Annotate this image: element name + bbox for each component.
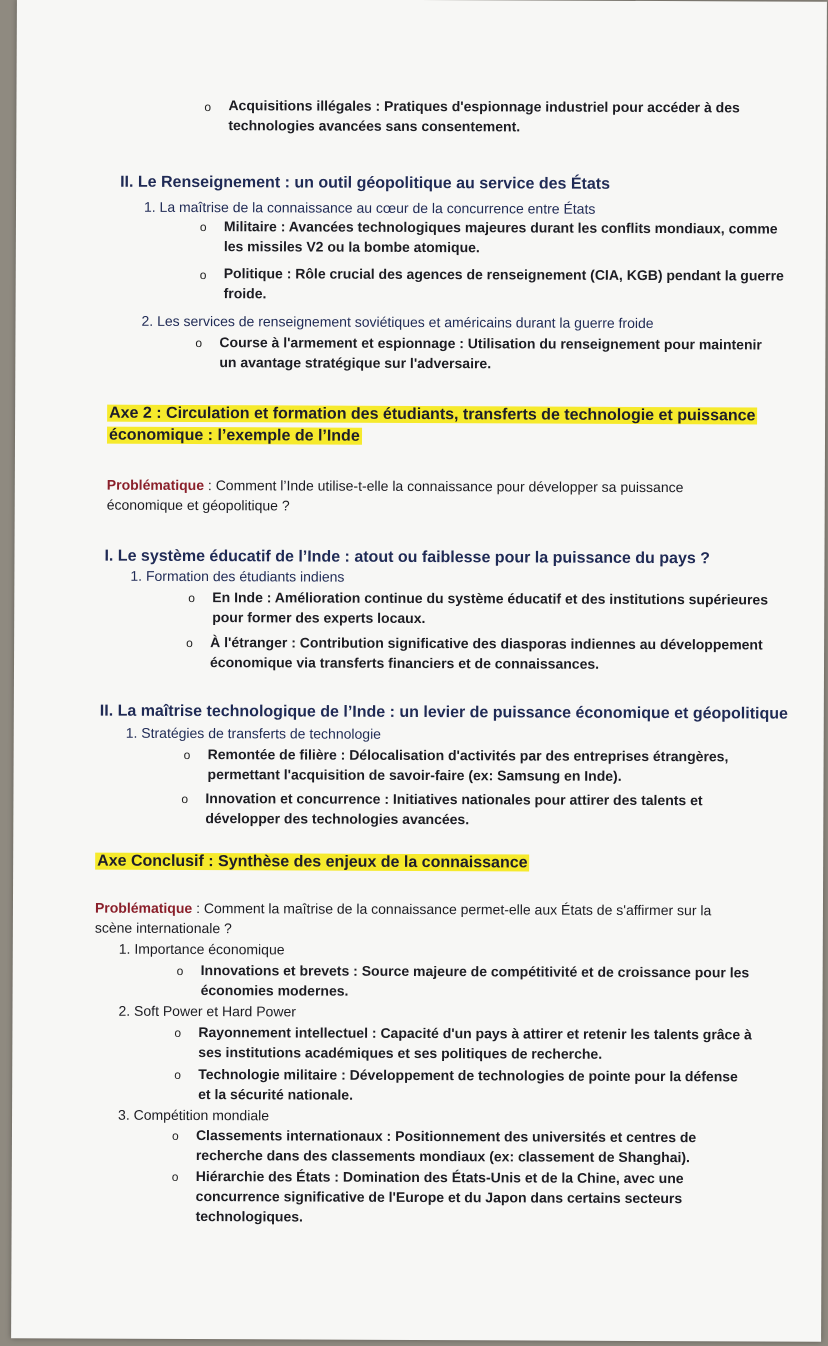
document-page <box>11 0 827 1342</box>
subsection-heading: 1. Importance économique <box>118 940 285 958</box>
axis-title-line2: économique : l’exemple de l’Inde <box>107 427 362 445</box>
bullet-marker: o <box>174 1025 182 1040</box>
list-item <box>205 788 805 831</box>
item-text-cont: ses institutions académiques et ses politiques de recherche. <box>198 1044 603 1062</box>
list-item <box>201 960 801 1003</box>
list-item <box>198 1022 808 1065</box>
subsection-heading: 1. La maîtrise de la connaissance au cœur de la concurrence entre États <box>143 198 596 217</box>
problematique-text-cont: scène internationale ? <box>94 919 232 937</box>
item-text-cont: développer des technologies avancées. <box>205 810 470 828</box>
item-text-cont: froide. <box>223 285 267 302</box>
axis-title: Axe Conclusif : Synthèse des enjeux de la connaissance <box>95 853 529 872</box>
list-item <box>208 744 808 787</box>
item-text: Rôle crucial des agences de renseignement (CIA, KGB) pendant la guerre <box>291 265 784 284</box>
item-text: Délocalisation d'activités par des entreprises étrangères, <box>345 746 729 765</box>
item-text-cont: et la sécurité nationale. <box>198 1086 354 1103</box>
item-text: Domination des États-Unis et de la Chine, avec une <box>338 1168 684 1187</box>
bullet-marker: o <box>181 791 189 806</box>
list-item <box>196 1125 806 1168</box>
item-term: Politique : <box>223 265 292 282</box>
item-term: En Inde : <box>212 589 272 606</box>
subsection-heading: 1. Formation des étudiants indiens <box>130 567 345 585</box>
bullet-marker: o <box>174 1067 181 1082</box>
list-item <box>212 587 812 630</box>
list-item <box>219 332 809 375</box>
item-text-cont: concurrence significative de l'Europe et du Japon dans certains secteurs <box>195 1188 683 1207</box>
item-text-cont: technologiques. <box>195 1208 303 1225</box>
bullet-marker: o <box>186 635 193 651</box>
problematique-text: : Comment la maîtrise de la connaissance permet-elle aux États de s'affirmer sur la <box>192 900 712 919</box>
list-item <box>196 1166 806 1229</box>
item-term: Acquisitions illégales : <box>228 97 381 114</box>
axis-heading <box>107 403 758 450</box>
item-term: Course à l'armement et espionnage : <box>219 334 464 352</box>
item-text: Positionnement des universités et centres de <box>391 1127 697 1146</box>
bullet-marker: o <box>199 268 207 283</box>
bullet-marker: o <box>183 747 191 763</box>
item-text: Développement de technologies de pointe pour la défense <box>345 1066 738 1085</box>
subsection-heading: 2. Soft Power et Hard Power <box>118 1002 296 1020</box>
problematique <box>107 475 747 518</box>
bullet-marker: o <box>171 1169 179 1184</box>
section-heading: I. Le système éducatif de l’Inde : atout ou faiblesse pour la puissance du pays ? <box>104 547 711 568</box>
item-text-cont: un avantage stratégique sur l'adversaire. <box>219 354 492 372</box>
item-term: Technologie militaire : <box>198 1066 346 1083</box>
item-text-cont: économique via transferts financiers et de connaissances. <box>209 654 600 672</box>
list-item <box>198 1064 808 1107</box>
item-term: Innovation et concurrence : <box>205 790 390 807</box>
item-text-cont: recherche dans des classements mondiaux (ex: classement de Shanghai). <box>195 1147 691 1166</box>
item-text-cont: technologies avancées sans consentement. <box>228 117 521 135</box>
bullet-marker: o <box>204 100 212 115</box>
axis-heading <box>95 851 529 875</box>
item-term: Innovations et brevets : <box>200 962 358 979</box>
item-text: Source majeure de compétitivité et de croissance pour les <box>357 962 750 981</box>
item-text: Initiatives nationales pour attirer des talents et <box>388 790 703 809</box>
problematique-text-cont: économique et géopolitique ? <box>106 496 290 514</box>
item-text-cont: économies modernes. <box>200 982 349 999</box>
list-item <box>228 95 808 138</box>
problematique-text: : Comment l’Inde utilise-t-elle la connaissance pour développer sa puissance <box>204 477 684 496</box>
item-text-cont: pour former des experts locaux. <box>212 609 426 627</box>
item-text: Pratiques d'espionnage industriel pour accéder à des <box>380 97 740 116</box>
item-term: À l'étranger : <box>210 634 296 651</box>
list-item <box>224 216 814 259</box>
bullet-marker: o <box>176 963 184 978</box>
bullet-marker: o <box>188 590 196 606</box>
bullet-marker: o <box>171 1128 179 1143</box>
subsection-heading: 3. Compétition mondiale <box>118 1106 270 1124</box>
axis-title-line1: Axe 2 : Circulation et formation des étudiants, transferts de technologie et puissance <box>109 404 756 425</box>
item-text-cont: permettant l'acquisition de savoir-faire (ex: Samsung en Inde). <box>207 766 622 784</box>
section-heading: II. La maîtrise technologique de l’Inde : un levier de puissance économique et géopolitique <box>99 702 788 723</box>
item-text: Avancées technologiques majeures durant les conflits mondiaux, comme <box>285 218 778 237</box>
item-text: Amélioration continue du système éducatif et des institutions supérieures <box>271 589 769 608</box>
subsection-heading: 2. Les services de renseignement soviétiques et américains durant la guerre froide <box>141 312 654 332</box>
item-term: Remontée de filière : <box>207 746 346 763</box>
bullet-marker: o <box>199 220 207 235</box>
item-text-cont: les missiles V2 ou la bombe atomique. <box>223 238 480 256</box>
list-item <box>224 263 814 306</box>
item-term: Rayonnement intellectuel : <box>198 1024 377 1041</box>
problematique-label: Problématique <box>94 899 193 917</box>
item-term: Hiérarchie des États : <box>195 1168 339 1185</box>
item-text: Utilisation du renseignement pour maintenir <box>463 335 762 353</box>
subsection-heading: 1. Stratégies de transferts de technologie <box>125 724 382 742</box>
item-text: Contribution significative des diasporas indiennes au développement <box>295 634 763 653</box>
item-term: Militaire : <box>223 218 286 235</box>
problematique <box>95 898 755 941</box>
list-item <box>210 632 810 675</box>
bullet-marker: o <box>195 336 203 351</box>
problematique-label: Problématique <box>106 476 205 494</box>
item-term: Classements internationaux : <box>195 1127 392 1144</box>
section-heading: II. Le Renseignement : un outil géopolitique au service des États <box>120 173 611 193</box>
item-text: Capacité d'un pays à attirer et retenir les talents grâce à <box>376 1024 752 1043</box>
